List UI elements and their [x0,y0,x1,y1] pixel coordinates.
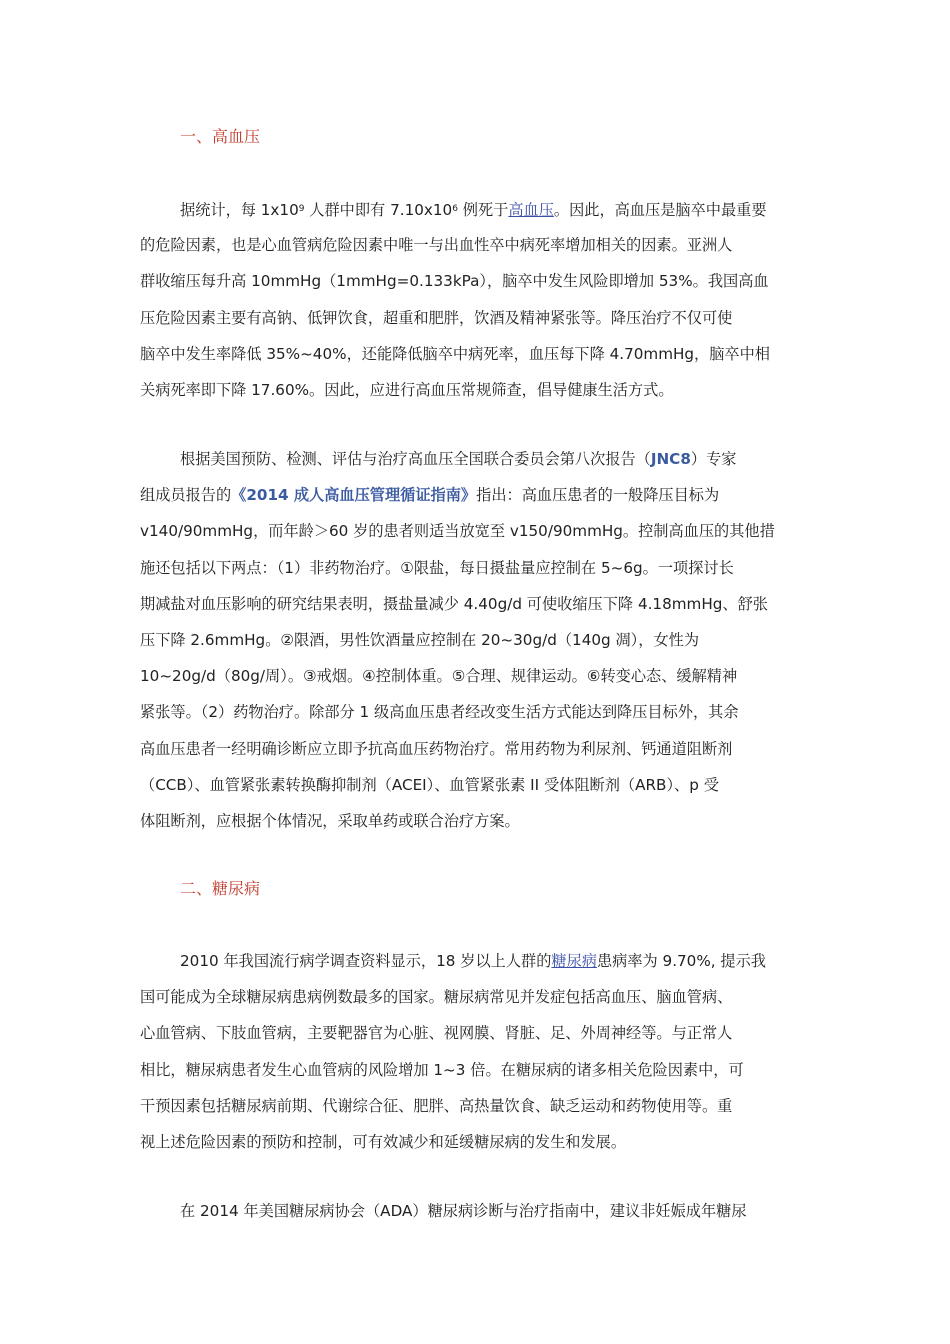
paragraph-line: 体阻断剂，应根据个体情况，采取单药或联合治疗方案。 [140,811,520,830]
text-span: 患病率为 9.70%, 提示我 [596,952,766,970]
jnc8-reference: JNC8 [650,450,691,468]
text-span: 根据美国预防、检测、评估与治疗高血压全国联合委员会第八次报告（ [180,450,651,468]
section-heading-hypertension: 一、高血压 [180,127,261,146]
text-span: 据统计，每 1x10 [180,201,299,219]
text-span: 。因此，高血压是脑卒中最重要 [553,201,767,219]
text-span: 2010 年我国流行病学调查资料显示，18 岁以上人群的 [180,952,552,970]
hypertension-link[interactable]: 高血压 [508,201,554,219]
superscript: 6 [452,204,458,214]
paragraph-line: 国可能成为全球糖尿病患病例数最多的国家。糖尿病常见并发症包括高血压、脑血管病、 [140,988,733,1007]
paragraph-diabetes-guideline [140,1193,820,1229]
superscript: 9 [298,204,305,214]
paragraph-line: 群收缩压每升高 10mmHg（1mmHg=0.133kPa），脑卒中发生风险即增加 53%。我国高血 [140,272,769,291]
paragraph-line: 紧张等。（2）药物治疗。除部分 1 级高血压患者经改变生活方式能达到降压目标外，其余 [140,703,739,722]
text-span: 组成员报告的 [140,486,232,505]
paragraph-diabetes-stats [140,943,820,1160]
paragraph-line: 10~20g/d（80g/周）。③戒烟。④控制体重。⑤合理、规律运动。⑥转变心态、缓解精神 [140,667,738,686]
paragraph-line: 脑卒中发生率降低 35%~40%，还能降低脑卒中病死率，血压每下降 4.70mmHg，脑卒中相 [140,344,770,363]
paragraph-line: 施还包括以下两点：（1）非药物治疗。①限盐，每日摄盐量应控制在 5~6g。一项探讨长 [140,558,734,577]
paragraph-line: 期减盐对血压影响的研究结果表明，摄盐量减少 4.40g/d 可使收缩压下降 4.18mmHg、舒张 [140,594,768,613]
text-span: ）专家 [690,450,737,468]
guideline-title-reference: 《2014 成人高血压管理循证指南》 [231,486,477,505]
paragraph-line [140,943,820,979]
text-span: 人群中即有 7.10x10 [304,201,453,219]
paragraph-line: 压危险因素主要有高钠、低钾饮食，超重和肥胖，饮酒及精神紧张等。降压治疗不仅可使 [140,308,733,327]
paragraph-line: 关病死率即下降 17.60%。因此，应进行高血压常规筛查，倡导健康生活方式。 [140,380,674,399]
paragraph-line [140,191,820,227]
paragraph-hypertension-guideline [140,441,820,839]
diabetes-link[interactable]: 糖尿病 [551,952,597,970]
paragraph-line: 在 2014 年美国糖尿病协会（ADA）糖尿病诊断与治疗指南中，建议非妊娠成年糖尿 [180,1202,747,1220]
text-span: 例死于 [457,201,509,219]
paragraph-line: 相比，糖尿病患者发生心血管病的风险增加 1~3 倍。在糖尿病的诸多相关危险因素中，可 [140,1060,744,1079]
text-span: 指出：高血压患者的一般降压目标为 [476,486,720,505]
paragraph-line: 的危险因素，也是心血管病危险因素中唯一与出血性卒中病死率增加相关的因素。亚洲人 [140,236,733,255]
paragraph-line: 心血管病、下肢血管病，主要靶器官为心脏、视网膜、肾脏、足、外周神经等。与正常人 [140,1024,733,1043]
paragraph-line: 压下降 2.6mmHg。②限酒，男性饮酒量应控制在 20~30g/d（140g 凋），女性为 [140,630,700,649]
paragraph-line: 干预因素包括糖尿病前期、代谢综合征、肥胖、高热量饮食、缺乏运动和药物使用等。重 [140,1096,733,1115]
paragraph-line: 高血压患者一经明确诊断应立即予抗高血压药物治疗。常用药物为利尿剂、钙通道阻断剂 [140,739,733,758]
paragraph-line [140,477,820,513]
paragraph-hypertension-stats [140,191,820,408]
paragraph-line [140,441,820,477]
paragraph-line: 视上述危险因素的预防和控制，可有效减少和延缓糖尿病的发生和发展。 [140,1132,626,1151]
paragraph-line: v140/90mmHg，而年龄＞60 岁的患者则适当放宽至 v150/90mmHg。控制高血压的其他措 [140,522,775,541]
paragraph-line: （CCB）、血管紧张素转换酶抑制剂（ACEI）、血管紧张素 II 受体阻断剂（ARB）、p 受 [140,775,719,794]
section-heading-diabetes: 二、糖尿病 [180,879,261,898]
